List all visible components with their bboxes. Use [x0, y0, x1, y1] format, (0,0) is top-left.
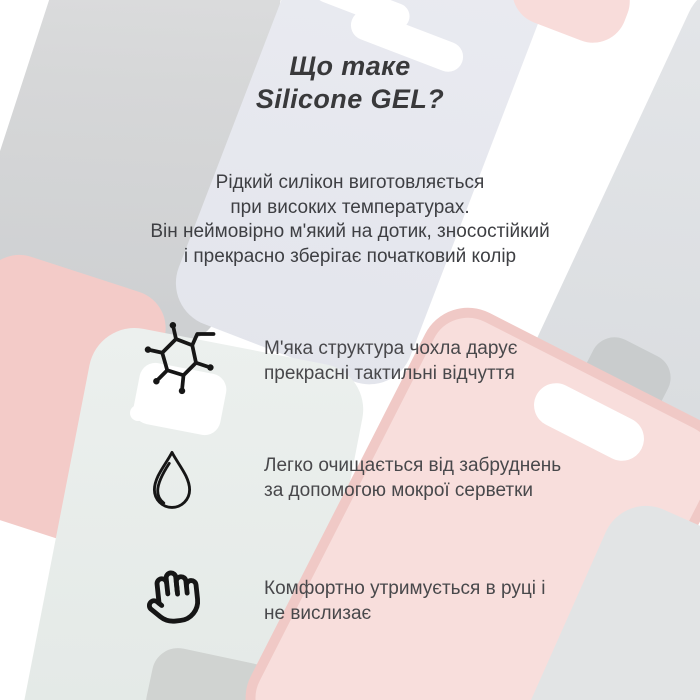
intro-line-4: і прекрасно зберігає початковий колір — [183, 245, 517, 267]
hand-icon — [141, 561, 206, 633]
feature-line: Комфортно утримується в руці і — [264, 578, 546, 599]
water-drop-icon — [145, 448, 199, 514]
bg-flash-cutout — [130, 405, 146, 421]
feature-line: Легко очищається від забруднень — [264, 455, 562, 476]
feature-text-easy-clean — [264, 453, 561, 503]
feature-text-soft-structure — [264, 336, 517, 386]
feature-line: за допомогою мокрої серветки — [264, 480, 534, 501]
molecule-icon — [141, 317, 221, 401]
feature-line: не вислизає — [264, 603, 372, 624]
intro-text — [0, 171, 700, 269]
intro-line-3: Він неймовірно м'який на дотик, зносостійкий — [150, 221, 550, 242]
feature-line: прекрасні тактильні відчуття — [264, 363, 515, 384]
intro-line-2: при високих температурах. — [230, 196, 470, 218]
title-line-1: Що таке — [289, 51, 411, 81]
feature-line: М'яка структура чохла дарує — [264, 338, 518, 359]
title-line-2: Silicone GEL? — [255, 84, 445, 114]
feature-text-grip — [264, 576, 545, 626]
intro-line-1: Рідкий силікон виготовляється — [215, 172, 485, 193]
page-title — [0, 50, 700, 116]
